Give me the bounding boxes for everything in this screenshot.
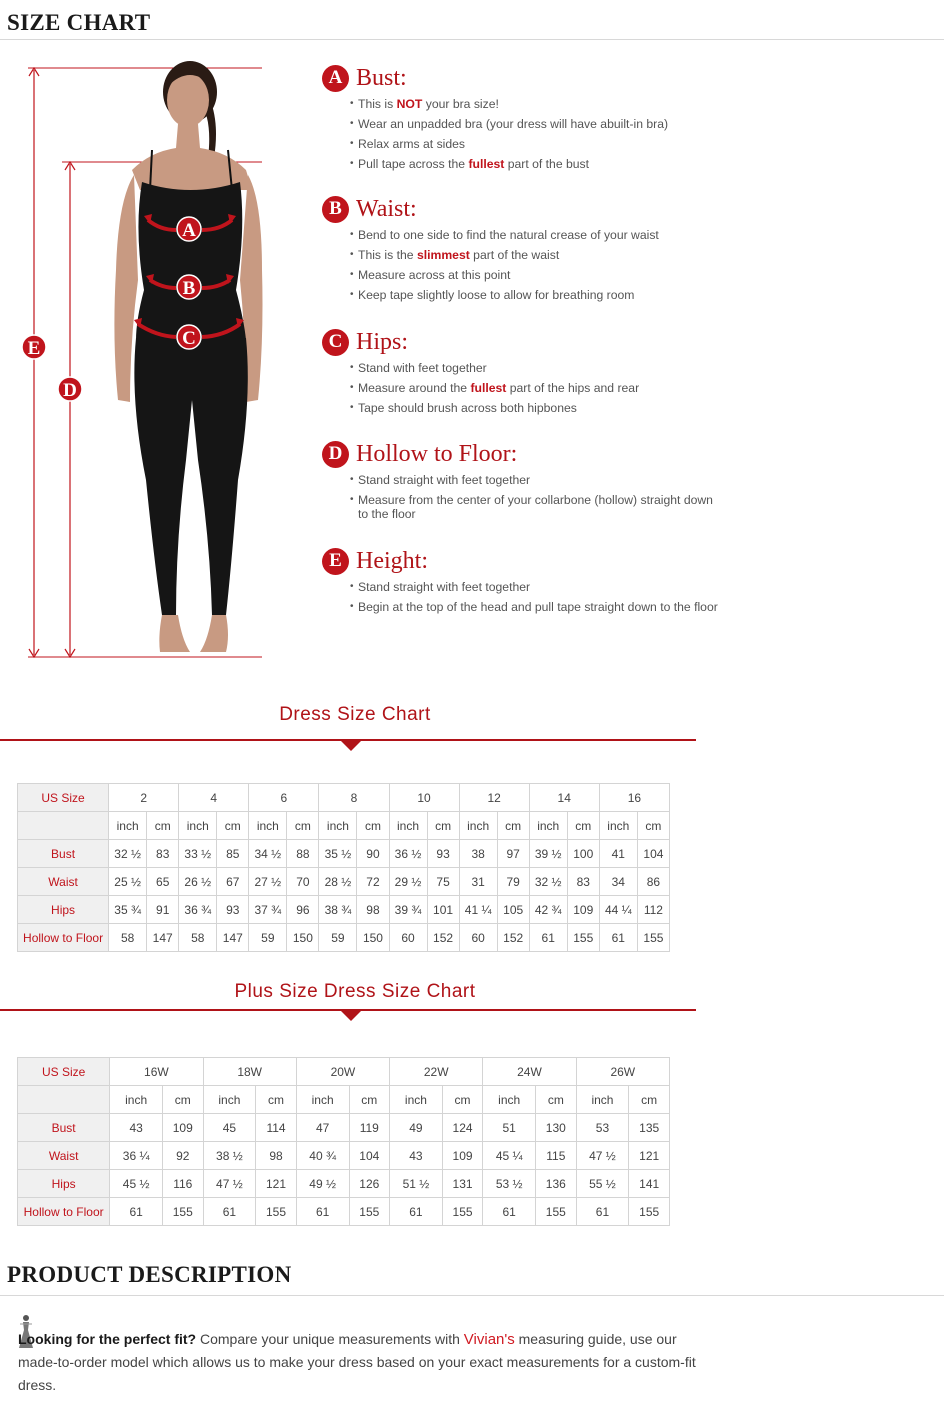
bullet-text: Tape should brush across both hipbones [358, 401, 577, 415]
unit-header: inch [319, 812, 357, 840]
bullet-item [350, 580, 722, 594]
bullet-text: part of the bust [504, 157, 590, 171]
table-cell: 61 [390, 1198, 443, 1226]
table-cell: 155 [629, 1198, 670, 1226]
table-cell: 33 ½ [179, 840, 217, 868]
measure-title: Hips: [356, 328, 409, 355]
table-cell: 47 [296, 1114, 349, 1142]
bullet-item [350, 473, 722, 487]
table-cell: 155 [442, 1198, 483, 1226]
table-cell: 32 ½ [109, 840, 147, 868]
row-label: Bust [18, 840, 109, 868]
bullet-item [350, 157, 722, 171]
table-cell: 85 [217, 840, 249, 868]
table-cell: 61 [483, 1198, 536, 1226]
table-cell: 34 [599, 868, 637, 896]
bullet-text: Relax arms at sides [358, 137, 466, 151]
table-cell: 26 ½ [179, 868, 217, 896]
badge-C [177, 325, 201, 349]
bullet-item [350, 117, 722, 131]
table-cell: 39 ½ [529, 840, 567, 868]
size-header: 22W [390, 1058, 483, 1086]
bullet-item [350, 401, 722, 415]
unit-header: cm [629, 1086, 670, 1114]
bullet-text: Bend to one side to find the natural crease of your waist [358, 228, 659, 242]
unit-header: cm [427, 812, 459, 840]
table-cell: 42 ¾ [529, 896, 567, 924]
bullet-text: Begin at the top of the head and pull tape straight down to the floor [358, 600, 718, 614]
table-row [18, 1170, 670, 1198]
table-cell: 91 [147, 896, 179, 924]
bullet-highlight: fullest [468, 157, 505, 171]
model-figure [0, 40, 300, 680]
table-cell: 29 ½ [389, 868, 427, 896]
bullet-text: This is [358, 97, 397, 111]
bullet-list [350, 361, 722, 415]
badge-b-label: B [182, 278, 196, 299]
table-cell: 25 ½ [109, 868, 147, 896]
bullet-item [350, 361, 722, 375]
table-cell: 32 ½ [529, 868, 567, 896]
table-cell: 155 [637, 924, 669, 952]
unit-header: cm [567, 812, 599, 840]
unit-header: cm [637, 812, 669, 840]
size-header: 18W [203, 1058, 296, 1086]
body-silhouette [114, 61, 262, 652]
badge-icon: B [322, 196, 349, 223]
measure-bust [322, 63, 722, 177]
table-cell: 98 [357, 896, 389, 924]
bullet-highlight: fullest [470, 381, 507, 395]
us-size-header: US Size [18, 1058, 110, 1086]
table-cell: 60 [459, 924, 497, 952]
badge-c-label: C [182, 328, 196, 349]
badge-E [22, 335, 46, 359]
size-header: 10 [389, 784, 459, 812]
bullet-highlight: slimmest [416, 248, 470, 262]
bullet-text: This is the [358, 248, 417, 262]
empty-header [18, 1086, 110, 1114]
table-cell: 34 ½ [249, 840, 287, 868]
table-cell: 58 [179, 924, 217, 952]
measure-height [322, 546, 722, 620]
unit-header: cm [357, 812, 389, 840]
measure-hollow-to-floor [322, 439, 722, 527]
unit-header: inch [599, 812, 637, 840]
table-row [18, 840, 670, 868]
unit-header: cm [162, 1086, 203, 1114]
badge-e-label: E [27, 338, 41, 359]
measure-hips [322, 327, 722, 421]
table-cell: 55 ½ [576, 1170, 629, 1198]
table-cell: 61 [296, 1198, 349, 1226]
table-cell: 65 [147, 868, 179, 896]
measure-title: Bust: [356, 64, 407, 91]
size-header: 2 [109, 784, 179, 812]
measure-title: Hollow to Floor: [356, 440, 518, 467]
table-cell: 126 [349, 1170, 390, 1198]
bullet-text: Stand straight with feet together [358, 580, 531, 594]
size-chart-title: SIZE CHART [7, 10, 151, 35]
unit-header: inch [179, 812, 217, 840]
bullet-list [350, 97, 722, 171]
table-cell: 72 [357, 868, 389, 896]
table-cell: 38 ¾ [319, 896, 357, 924]
table-cell: 28 ½ [319, 868, 357, 896]
pd-text-b: measuring guide, use our made-to-order model which allows us to make your dress based on your exact measurements for a custom-fit dress. [18, 1331, 696, 1393]
pd-lead: Looking for the perfect fit? [18, 1331, 197, 1347]
badge-icon: E [322, 548, 349, 575]
table-row [18, 924, 670, 952]
row-label: Hips [18, 1170, 110, 1198]
table-row [18, 1142, 670, 1170]
bullet-item [350, 137, 722, 151]
unit-header: inch [576, 1086, 629, 1114]
figure-svg [0, 40, 300, 680]
unit-header: cm [256, 1086, 297, 1114]
table-cell: 83 [567, 868, 599, 896]
table-cell: 49 [390, 1114, 443, 1142]
table-row [18, 1114, 670, 1142]
product-description-title: PRODUCT DESCRIPTION [7, 1262, 292, 1287]
table-cell: 59 [319, 924, 357, 952]
table-cell: 114 [256, 1114, 297, 1142]
bullet-item [350, 228, 722, 242]
table-cell: 49 ½ [296, 1170, 349, 1198]
measure-waist [322, 194, 722, 308]
badge-icon: A [322, 65, 349, 92]
chart-pointer-icon [340, 1010, 362, 1021]
size-header: 16W [110, 1058, 203, 1086]
unit-header: inch [203, 1086, 256, 1114]
table-cell: 155 [536, 1198, 577, 1226]
table-cell: 109 [162, 1114, 203, 1142]
bullet-text: Pull tape across the [358, 157, 469, 171]
table-cell: 116 [162, 1170, 203, 1198]
table-row [18, 896, 670, 924]
bullet-text: Wear an unpadded bra (your dress will have abuilt-in bra) [358, 117, 669, 131]
size-header: 24W [483, 1058, 576, 1086]
badge-A [177, 217, 201, 241]
table-cell: 109 [567, 896, 599, 924]
row-label: Hollow to Floor [18, 924, 109, 952]
table-cell: 60 [389, 924, 427, 952]
unit-header: inch [389, 812, 427, 840]
table-cell: 109 [442, 1142, 483, 1170]
unit-header: cm [536, 1086, 577, 1114]
table-cell: 61 [576, 1198, 629, 1226]
table-cell: 97 [497, 840, 529, 868]
bullet-text: part of the waist [469, 248, 560, 262]
bullet-highlight: NOT [396, 97, 423, 111]
pd-text-a: Compare your unique measurements with [196, 1331, 464, 1347]
table-cell: 112 [637, 896, 669, 924]
table-cell: 93 [427, 840, 459, 868]
bullet-list [350, 228, 722, 302]
section-divider [0, 1295, 944, 1296]
measure-title: Height: [356, 547, 428, 574]
unit-header: cm [442, 1086, 483, 1114]
bullet-text: Measure across at this point [358, 268, 511, 282]
table-cell: 58 [109, 924, 147, 952]
size-header: 20W [296, 1058, 389, 1086]
table-cell: 44 ¼ [599, 896, 637, 924]
unit-header: inch [296, 1086, 349, 1114]
table-cell: 101 [427, 896, 459, 924]
unit-header: inch [390, 1086, 443, 1114]
badge-D [58, 377, 82, 401]
bullet-item [350, 600, 722, 614]
table-cell: 61 [529, 924, 567, 952]
table-cell: 98 [256, 1142, 297, 1170]
table-cell: 155 [349, 1198, 390, 1226]
table-cell: 59 [249, 924, 287, 952]
table-cell: 61 [110, 1198, 163, 1226]
bullet-list [350, 473, 722, 521]
table-cell: 147 [147, 924, 179, 952]
size-header: 14 [529, 784, 599, 812]
table-cell: 70 [287, 868, 319, 896]
table-cell: 124 [442, 1114, 483, 1142]
table-row [18, 1198, 670, 1226]
table-cell: 136 [536, 1170, 577, 1198]
table-cell: 38 [459, 840, 497, 868]
unit-header: cm [497, 812, 529, 840]
table-cell: 152 [427, 924, 459, 952]
table-cell: 51 ½ [390, 1170, 443, 1198]
table-cell: 43 [390, 1142, 443, 1170]
table-cell: 45 ¼ [483, 1142, 536, 1170]
bullet-item [350, 248, 722, 262]
bullet-text: Stand with feet together [358, 361, 487, 375]
table-cell: 40 ¾ [296, 1142, 349, 1170]
table-cell: 135 [629, 1114, 670, 1142]
table-cell: 88 [287, 840, 319, 868]
row-label: Bust [18, 1114, 110, 1142]
table-cell: 41 [599, 840, 637, 868]
measure-title: Waist: [356, 195, 417, 222]
us-size-header: US Size [18, 784, 109, 812]
table-cell: 86 [637, 868, 669, 896]
row-label: Hollow to Floor [18, 1198, 110, 1226]
table-cell: 37 ¾ [249, 896, 287, 924]
bullet-item [350, 381, 722, 395]
table-cell: 115 [536, 1142, 577, 1170]
table-cell: 53 ½ [483, 1170, 536, 1198]
table-cell: 41 ¼ [459, 896, 497, 924]
unit-header: inch [483, 1086, 536, 1114]
bullet-list [350, 580, 722, 614]
chart-pointer-icon [340, 740, 362, 751]
table-cell: 92 [162, 1142, 203, 1170]
table-cell: 36 ¼ [110, 1142, 163, 1170]
bullet-item [350, 97, 722, 111]
table-cell: 121 [629, 1142, 670, 1170]
table-cell: 35 ½ [319, 840, 357, 868]
bullet-text: Stand straight with feet together [358, 473, 531, 487]
table-cell: 79 [497, 868, 529, 896]
unit-header: inch [529, 812, 567, 840]
table-cell: 130 [536, 1114, 577, 1142]
table-cell: 150 [287, 924, 319, 952]
table-cell: 47 ½ [203, 1170, 256, 1198]
badge-icon: D [322, 441, 349, 468]
table-cell: 147 [217, 924, 249, 952]
table-cell: 27 ½ [249, 868, 287, 896]
badge-d-label: D [63, 380, 77, 401]
table-cell: 36 ½ [389, 840, 427, 868]
table-cell: 155 [567, 924, 599, 952]
table-cell: 61 [599, 924, 637, 952]
table-cell: 93 [217, 896, 249, 924]
table-cell: 31 [459, 868, 497, 896]
table-cell: 100 [567, 840, 599, 868]
table-cell: 43 [110, 1114, 163, 1142]
table-cell: 53 [576, 1114, 629, 1142]
bullet-text: part of the hips and rear [506, 381, 640, 395]
pd-brand: Vivian's [463, 1331, 515, 1348]
size-header: 12 [459, 784, 529, 812]
table-cell: 155 [162, 1198, 203, 1226]
size-header: 26W [576, 1058, 669, 1086]
table-cell: 35 ¾ [109, 896, 147, 924]
table-cell: 141 [629, 1170, 670, 1198]
dress-size-table [17, 783, 670, 952]
unit-header: inch [459, 812, 497, 840]
table-cell: 121 [256, 1170, 297, 1198]
table-cell: 47 ½ [576, 1142, 629, 1170]
table-cell: 83 [147, 840, 179, 868]
dress-chart-title: Dress Size Chart [279, 704, 431, 725]
bullet-text: your bra size! [422, 97, 499, 111]
size-header: 6 [249, 784, 319, 812]
table-cell: 90 [357, 840, 389, 868]
row-label: Hips [18, 896, 109, 924]
table-cell: 104 [349, 1142, 390, 1170]
plus-chart-title: Plus Size Dress Size Chart [234, 981, 476, 1002]
size-header: 16 [599, 784, 669, 812]
unit-header: cm [147, 812, 179, 840]
bullet-text: Measure around the [358, 381, 471, 395]
size-header: 8 [319, 784, 389, 812]
row-label: Waist [18, 868, 109, 896]
badge-B [177, 275, 201, 299]
bullet-item [350, 288, 722, 302]
table-cell: 36 ¾ [179, 896, 217, 924]
table-row [18, 868, 670, 896]
bullet-text: Measure from the center of your collarbone (hollow) straight down to the floor [358, 493, 713, 521]
table-cell: 38 ½ [203, 1142, 256, 1170]
empty-header [18, 812, 109, 840]
table-cell: 105 [497, 896, 529, 924]
table-cell: 45 [203, 1114, 256, 1142]
product-description-text [18, 1328, 718, 1397]
table-cell: 51 [483, 1114, 536, 1142]
table-cell: 45 ½ [110, 1170, 163, 1198]
plus-size-table [17, 1057, 670, 1226]
unit-header: cm [217, 812, 249, 840]
badge-icon: C [322, 329, 349, 356]
unit-header: cm [287, 812, 319, 840]
badge-a-label: A [182, 220, 196, 241]
table-cell: 104 [637, 840, 669, 868]
table-cell: 155 [256, 1198, 297, 1226]
bullet-item [350, 493, 722, 521]
table-cell: 119 [349, 1114, 390, 1142]
unit-header: inch [249, 812, 287, 840]
table-cell: 67 [217, 868, 249, 896]
table-cell: 131 [442, 1170, 483, 1198]
table-cell: 96 [287, 896, 319, 924]
row-label: Waist [18, 1142, 110, 1170]
table-cell: 75 [427, 868, 459, 896]
table-cell: 39 ¾ [389, 896, 427, 924]
unit-header: inch [110, 1086, 163, 1114]
table-cell: 150 [357, 924, 389, 952]
unit-header: cm [349, 1086, 390, 1114]
table-cell: 61 [203, 1198, 256, 1226]
table-cell: 152 [497, 924, 529, 952]
size-header: 4 [179, 784, 249, 812]
unit-header: inch [109, 812, 147, 840]
bullet-item [350, 268, 722, 282]
bullet-text: Keep tape slightly loose to allow for breathing room [358, 288, 635, 302]
